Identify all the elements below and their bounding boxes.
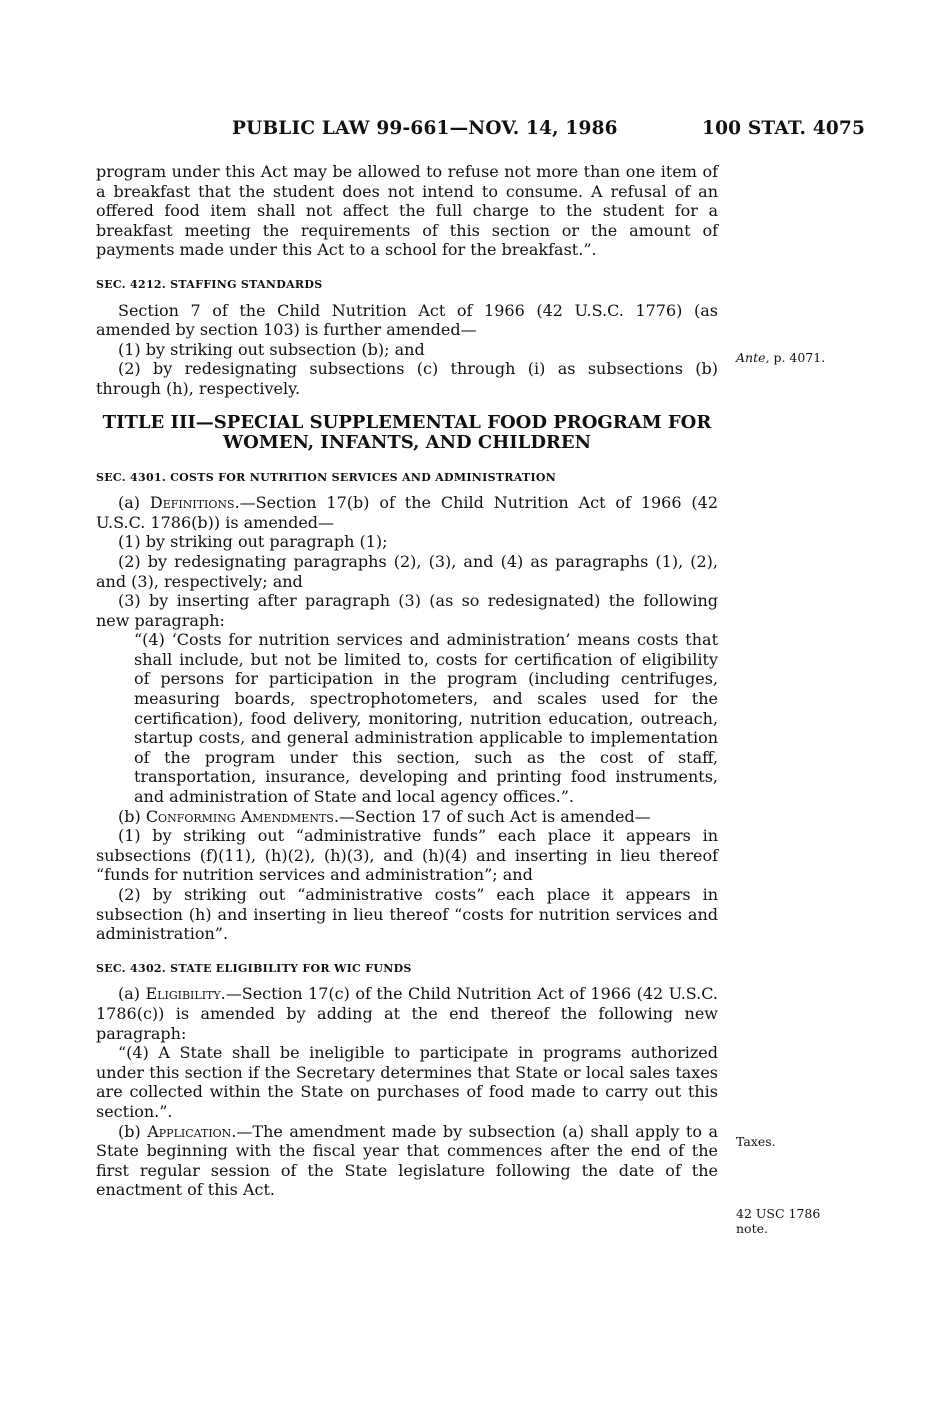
subsection-label: (a) bbox=[118, 493, 150, 513]
section-4301-subsection-b bbox=[96, 807, 718, 827]
subsection-caption: Application bbox=[147, 1121, 232, 1141]
margin-note-ante-page: p. 4071. bbox=[769, 350, 826, 365]
subsection-text: .—The amendment made by subsection (a) shall apply to a State beginning with the fiscal year that commences after the end of the first regular session of the State legislature following the date of the enactment of this Act. bbox=[96, 1121, 718, 1200]
running-header-left: PUBLIC LAW 99-661—NOV. 14, 1986 bbox=[232, 118, 618, 139]
subsection-label: (a) bbox=[118, 984, 146, 1004]
section-4302-quoted-paragraph: “(4) A State shall be ineligible to participate in programs authorized under this section if the Secretary determines that State or local sales taxes are collected within the State on purchases of food made to carry out this section.”. bbox=[96, 1043, 718, 1121]
margin-note-usc-line2: note. bbox=[736, 1221, 768, 1236]
title-iii-line2: WOMEN, INFANTS, AND CHILDREN bbox=[222, 431, 592, 453]
subsection-text: .—Section 17(b) of the Child Nutrition Act of 1966 (42 U.S.C. 1786(b)) is amended— bbox=[96, 493, 718, 532]
section-4212-paragraph: Section 7 of the Child Nutrition Act of 1966 (42 U.S.C. 1776) (as amended by section 103) is further amended— bbox=[96, 300, 718, 340]
section-4301-quoted-paragraph: “(4) ‘Costs for nutrition services and administration’ means costs that shall include, but not be limited to, costs for certification of eligibility of persons for participation in the program (including centrifuges, measuring boards, spectrophotometers, and scales used for the certification), food delivery, monitoring, nutrition education, outreach, startup costs, and general administration applicable to implementation of the program under this section, such as the cost of staff, transportation, insurance, developing and printing food instruments, and administration of State and local agency offices.”. bbox=[134, 630, 718, 807]
subsection-caption: Definitions bbox=[149, 493, 235, 513]
running-header-right: 100 STAT. 4075 bbox=[702, 118, 866, 139]
subsection-text: .—Section 17 of such Act is amended— bbox=[333, 806, 651, 826]
subsection-text: .—Section 17(c) of the Child Nutrition Act of 1966 (42 U.S.C. 1786(c)) is amended by adding at the end thereof the following new paragraph: bbox=[96, 984, 719, 1043]
section-4302-subsection-b bbox=[96, 1122, 718, 1200]
margin-note-taxes: Taxes. bbox=[736, 1134, 776, 1149]
margin-note-ante bbox=[736, 350, 825, 365]
section-4212-heading: SEC. 4212. STAFFING STANDARDS bbox=[96, 277, 323, 291]
margin-note-usc-line1: 42 USC 1786 bbox=[736, 1206, 821, 1221]
title-iii-line1: TITLE III—SPECIAL SUPPLEMENTAL FOOD PROGRAM FOR bbox=[102, 411, 712, 433]
margin-note-ante-italic: Ante, bbox=[736, 350, 770, 365]
body-text-column bbox=[96, 162, 718, 1200]
section-4212-item: (2) by redesignating subsections (c) through (i) as subsections (b) through (h), respectively. bbox=[96, 359, 718, 398]
subsection-label: (b) bbox=[118, 1121, 148, 1141]
section-4302-heading: SEC. 4302. STATE ELIGIBILITY FOR WIC FUNDS bbox=[96, 961, 412, 975]
section-4301-b-item: (1) by striking out “administrative funds” each place it appears in subsections (f)(11), (h)(2), (h)(3), and (h)(4) and inserting in lieu thereof “funds for nutrition services and administration”; and bbox=[96, 826, 718, 885]
subsection-label: (b) bbox=[118, 806, 146, 826]
intro-paragraph: program under this Act may be allowed to refuse not more than one item of a breakfast that the student does not intend to consume. A refusal of an offered food item shall not affect the full charge to the student for a breakfast meeting the requirements of this section or the amount of payments made under this Act to a school for the breakfast.”. bbox=[96, 162, 718, 260]
section-4302-subsection-a bbox=[96, 984, 718, 1043]
subsection-caption: Conforming Amendments bbox=[145, 806, 334, 826]
section-4212-item: (1) by striking out subsection (b); and bbox=[118, 339, 425, 359]
section-4301-b-item: (2) by striking out “administrative costs” each place it appears in subsection (h) and inserting in lieu thereof “costs for nutrition services and administration”. bbox=[96, 885, 718, 944]
subsection-caption: Eligibility bbox=[145, 984, 221, 1004]
section-4301-heading: SEC. 4301. COSTS FOR NUTRITION SERVICES AND ADMINISTRATION bbox=[96, 470, 557, 484]
margin-note-usc bbox=[736, 1206, 820, 1236]
section-4301-item: (1) by striking out paragraph (1); bbox=[118, 532, 388, 552]
section-4301-subsection-a bbox=[96, 493, 718, 532]
section-4301-item: (3) by inserting after paragraph (3) (as so redesignated) the following new paragraph: bbox=[96, 591, 718, 630]
section-4301-item: (2) by redesignating paragraphs (2), (3), and (4) as paragraphs (1), (2), and (3), respectively; and bbox=[96, 551, 718, 591]
title-iii-heading bbox=[96, 413, 718, 453]
